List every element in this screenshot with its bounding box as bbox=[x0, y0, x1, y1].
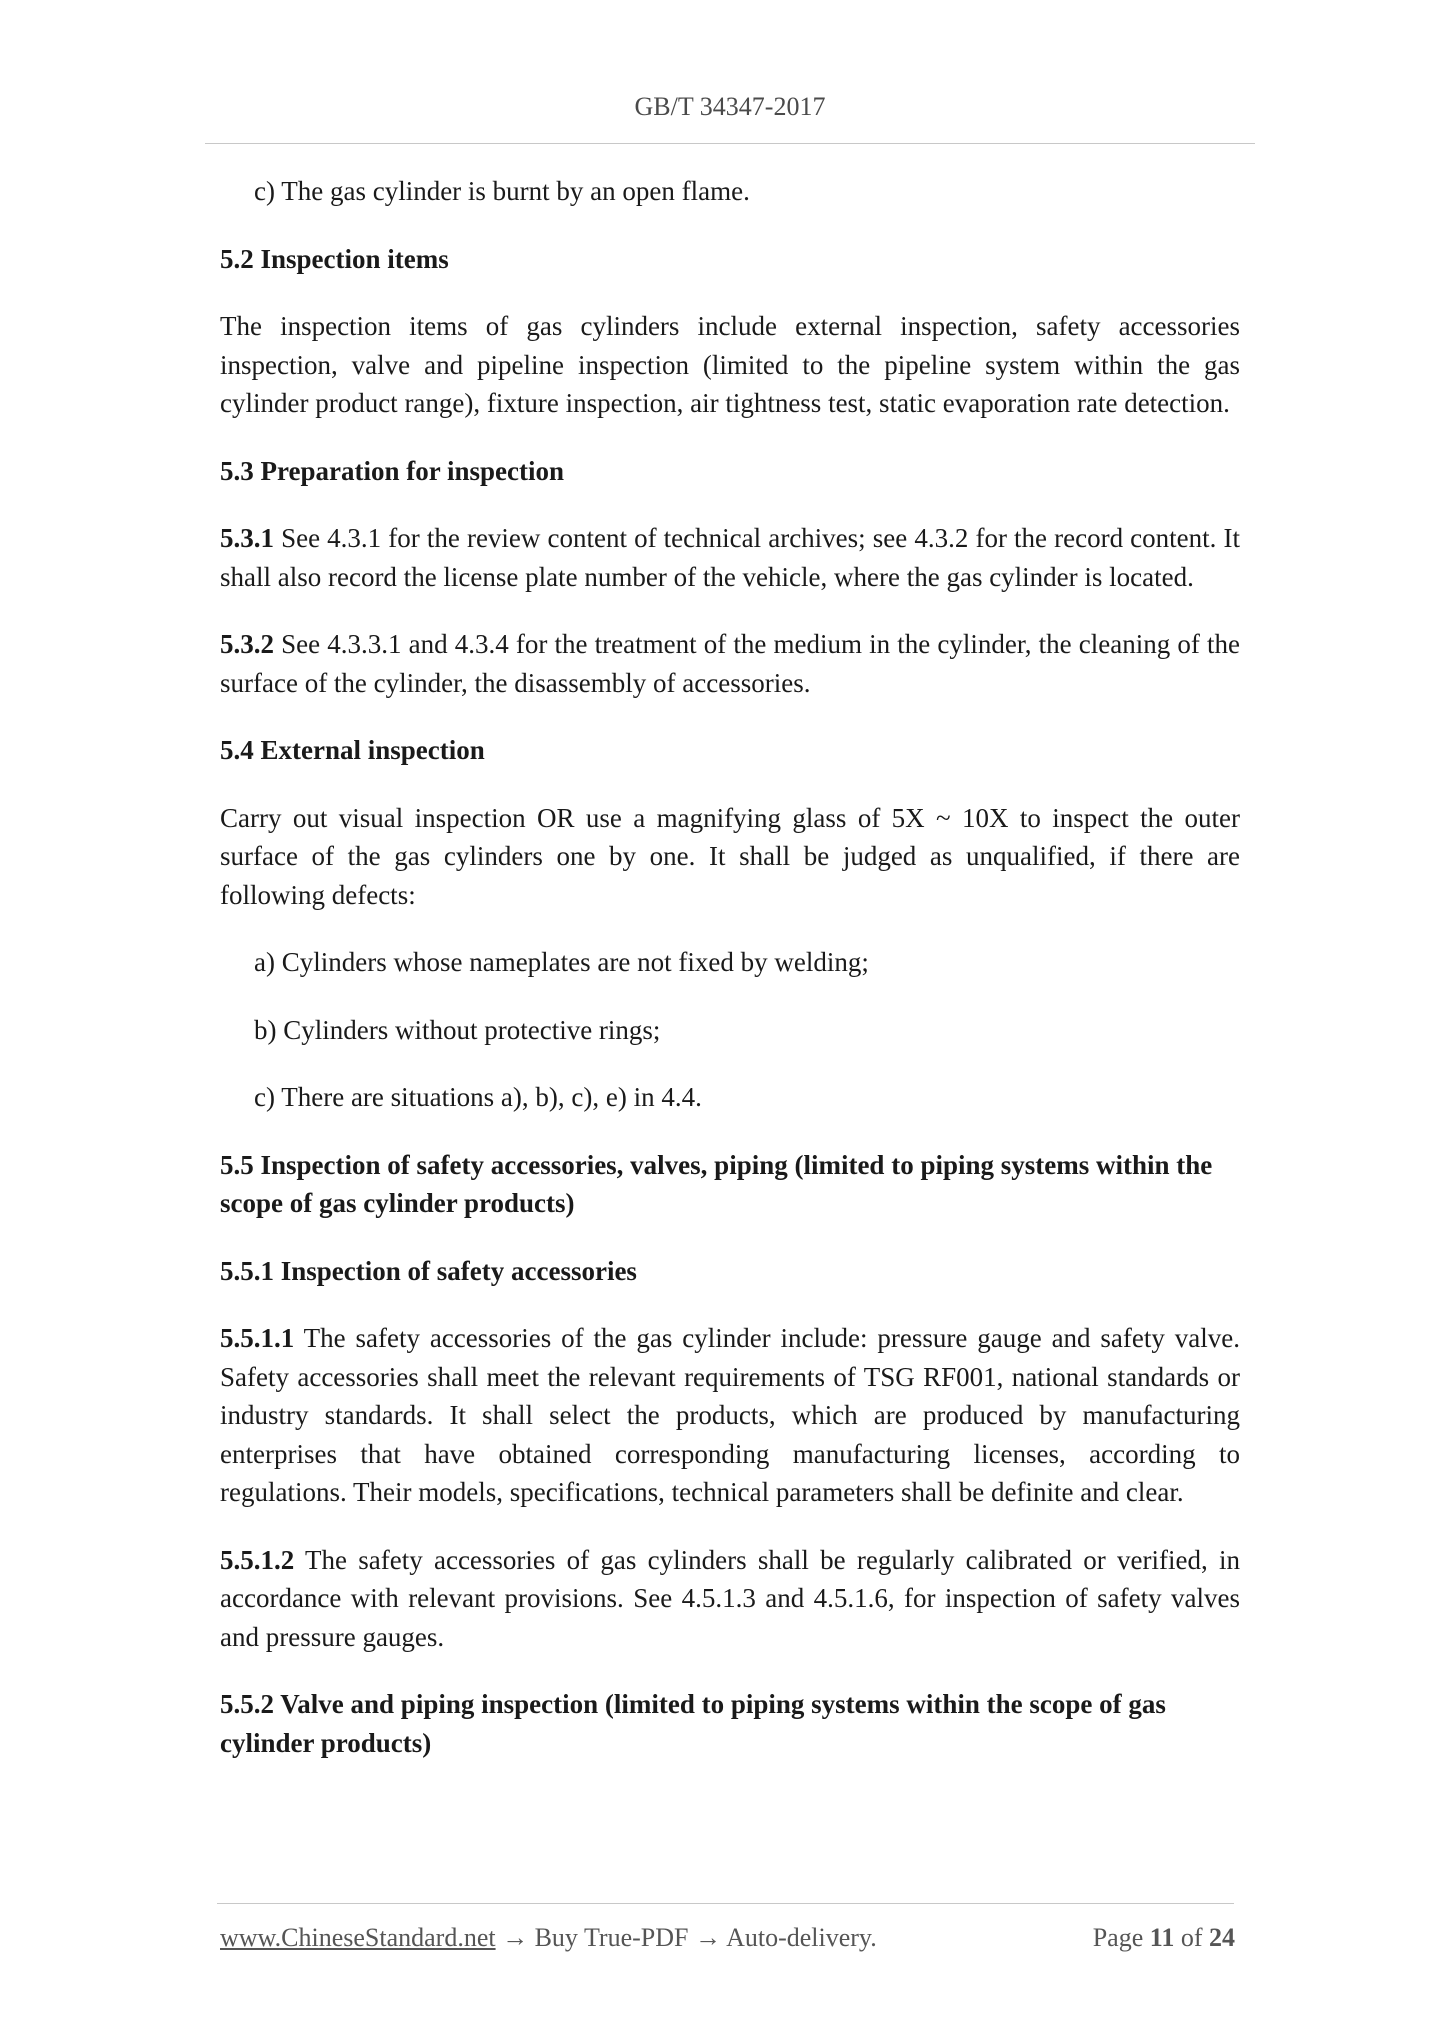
delivery-text: Auto-delivery. bbox=[726, 1923, 877, 1952]
list-item-b: b) Cylinders without protective rings; bbox=[254, 1014, 661, 1045]
clause-text: See 4.3.3.1 and 4.3.4 for the treatment of the medium in the cylinder, the cleaning of the surface of the cylinder, the disassembly of accessories. bbox=[220, 629, 1240, 698]
paragraph-5-2: The inspection items of gas cylinders include external inspection, safety accessories inspection, valve and pipeline inspection (limited to the pipeline system within the gas cylinder product range), fixture inspection, air tightness test, static evaporation rate detection. bbox=[220, 311, 1240, 418]
page-label: Page bbox=[1092, 1923, 1144, 1952]
paragraph-5-3-2 bbox=[220, 625, 1240, 702]
clause-text: The safety accessories of the gas cylinder include: pressure gauge and safety valve. Safety accessories shall meet the relevant requirements of TSG RF001, national standards or industry standards. It shall select the products, which are produced by manufacturing enterprises that have obtained corresponding manufacturing licenses, according to regulations. Their models, specifications, technical parameters shall be definite and clear. bbox=[220, 1323, 1240, 1507]
header-divider bbox=[205, 143, 1255, 144]
heading-5-5: 5.5 Inspection of safety accessories, valves, piping (limited to piping systems within the scope of gas cylinder products) bbox=[220, 1149, 1213, 1218]
page-indicator bbox=[1093, 1923, 1235, 1953]
paragraph-5-5-1-1 bbox=[220, 1319, 1240, 1512]
list-item-a: a) Cylinders whose nameplates are not fixed by welding; bbox=[254, 947, 869, 977]
heading-5-3: 5.3 Preparation for inspection bbox=[220, 455, 564, 486]
paragraph-5-5-1-2 bbox=[220, 1541, 1240, 1657]
footer-promo bbox=[220, 1923, 877, 1953]
page-header: GB/T 34347-2017 bbox=[634, 92, 826, 121]
list-item-c: c) There are situations a), b), c), e) in 4.4. bbox=[254, 1082, 702, 1112]
clause-number: 5.3.1 bbox=[220, 523, 274, 553]
website-link[interactable]: www.ChineseStandard.net bbox=[220, 1923, 496, 1952]
arrow-right-icon: → bbox=[695, 1923, 721, 1952]
footer-divider bbox=[217, 1903, 1234, 1904]
clause-number: 5.5.1.1 bbox=[220, 1323, 295, 1353]
paragraph-5-3-1 bbox=[220, 519, 1240, 596]
heading-5-5-2: 5.5.2 Valve and piping inspection (limited to piping systems within the scope of gas cylinder products) bbox=[220, 1689, 1166, 1758]
heading-5-4: 5.4 External inspection bbox=[220, 735, 485, 765]
heading-5-5-1: 5.5.1 Inspection of safety accessories bbox=[220, 1255, 637, 1286]
clause-text: See 4.3.1 for the review content of technical archives; see 4.3.2 for the record content. It shall also record the license plate number of the vehicle, where the gas cylinder is located. bbox=[220, 523, 1240, 592]
document-body bbox=[220, 172, 1240, 1791]
buy-text: Buy True-PDF bbox=[534, 1923, 689, 1952]
clause-number: 5.3.2 bbox=[220, 629, 274, 659]
clause-text: The safety accessories of gas cylinders shall be regularly calibrated or verified, in accordance with relevant provisions. See 4.5.1.3 and 4.5.1.6, for inspection of safety valves and pressure gauges. bbox=[220, 1544, 1240, 1652]
total-pages: 24 bbox=[1209, 1923, 1235, 1952]
heading-5-2: 5.2 Inspection items bbox=[220, 243, 449, 274]
paragraph-5-4: Carry out visual inspection OR use a magnifying glass of 5X ~ 10X to inspect the outer surface of the gas cylinders one by one. It shall be judged as unqualified, if there are following defects: bbox=[220, 802, 1240, 910]
list-item-c-open-flame: c) The gas cylinder is burnt by an open flame. bbox=[254, 176, 750, 206]
arrow-right-icon: → bbox=[502, 1923, 529, 1952]
of-label: of bbox=[1180, 1923, 1203, 1952]
clause-number: 5.5.1.2 bbox=[220, 1544, 295, 1575]
current-page: 11 bbox=[1149, 1923, 1175, 1952]
